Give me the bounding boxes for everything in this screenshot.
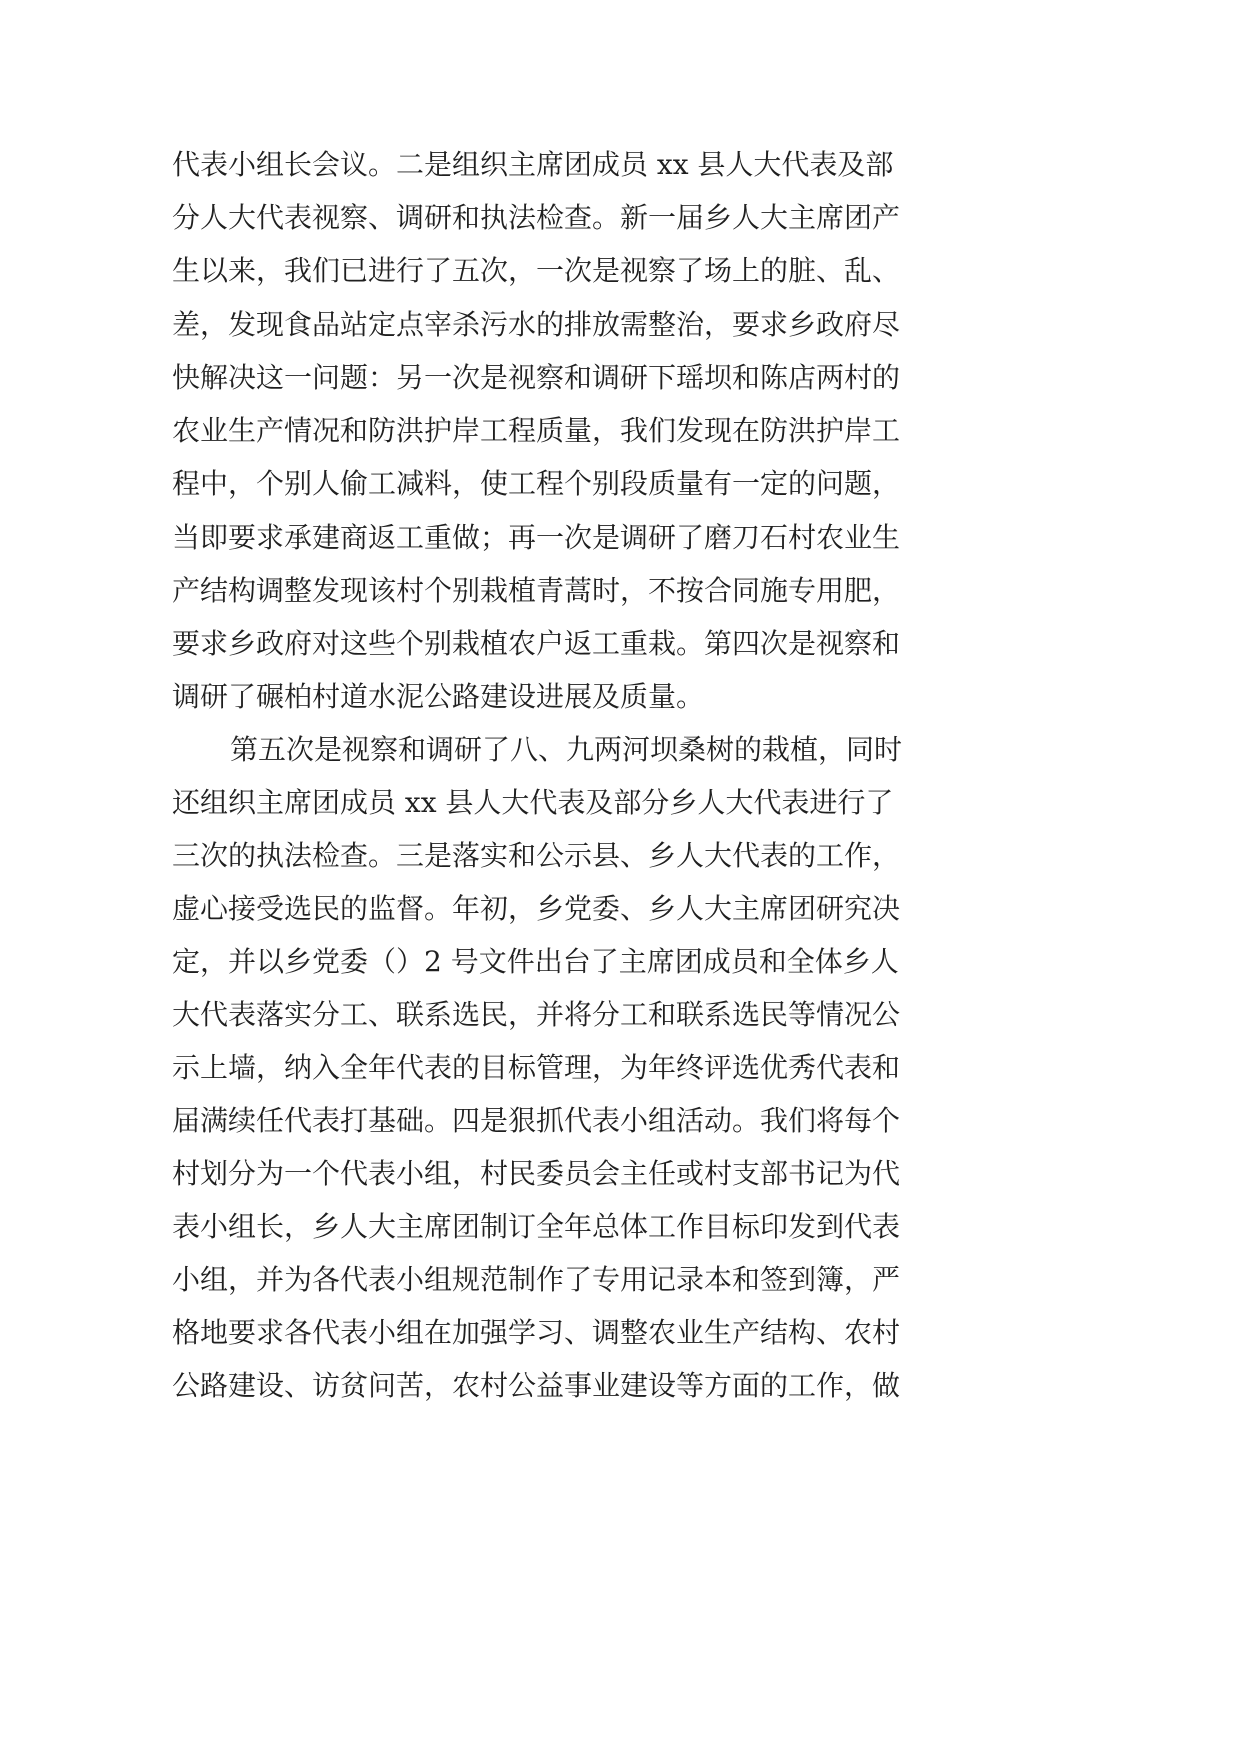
- text-line-12: 第五次是视察和调研了八、九两河坝桑树的栽植，同时: [230, 733, 903, 766]
- text-line-24: 公路建设、访贫问苦，农村公益事业建设等方面的工作，做: [172, 1369, 901, 1402]
- text-line-1: 代表小组长会议。二是组织主席团成员 xx 县人大代表及部: [172, 148, 894, 181]
- text-line-13: 还组织主席团成员 xx 县人大代表及部分乡人大代表进行了: [172, 786, 894, 819]
- text-line-3: 生以来，我们已进行了五次，一次是视察了场上的脏、乱、: [172, 254, 901, 287]
- text-line-16: 定，并以乡党委（）2 号文件出台了主席团成员和全体乡人: [172, 945, 899, 978]
- text-line-23: 格地要求各代表小组在加强学习、调整农业生产结构、农村: [172, 1316, 901, 1349]
- text-line-6: 农业生产情况和防洪护岸工程质量，我们发现在防洪护岸工: [172, 414, 901, 447]
- text-line-17: 大代表落实分工、联系选民，并将分工和联系选民等情况公: [172, 998, 901, 1031]
- text-line-2: 分人大代表视察、调研和执法检查。新一届乡人大主席团产: [172, 201, 901, 234]
- text-line-8: 当即要求承建商返工重做；再一次是调研了磨刀石村农业生: [172, 521, 901, 554]
- text-line-15: 虚心接受选民的监督。年初，乡党委、乡人大主席团研究决: [172, 892, 901, 925]
- text-line-14: 三次的执法检查。三是落实和公示县、乡人大代表的工作，: [172, 839, 901, 872]
- text-line-11: 调研了碾柏村道水泥公路建设进展及质量。: [172, 680, 705, 713]
- text-line-21: 表小组长，乡人大主席团制订全年总体工作目标印发到代表: [172, 1210, 901, 1243]
- text-line-18: 示上墙，纳入全年代表的目标管理，为年终评选优秀代表和: [172, 1051, 901, 1084]
- text-line-10: 要求乡政府对这些个别栽植农户返工重栽。第四次是视察和: [172, 627, 901, 660]
- text-line-5: 快解决这一问题：另一次是视察和调研下瑶坝和陈店两村的: [172, 361, 901, 394]
- text-line-9: 产结构调整发现该村个别栽植青蒿时，不按合同施专用肥，: [172, 574, 901, 607]
- text-line-19: 届满续任代表打基础。四是狠抓代表小组活动。我们将每个: [172, 1104, 901, 1137]
- text-line-4: 差，发现食品站定点宰杀污水的排放需整治，要求乡政府尽: [172, 308, 901, 341]
- text-line-20: 村划分为一个代表小组，村民委员会主任或村支部书记为代: [172, 1157, 901, 1190]
- text-line-7: 程中，个别人偷工减料，使工程个别段质量有一定的问题，: [172, 467, 901, 500]
- text-line-22: 小组，并为各代表小组规范制作了专用记录本和签到簿，严: [172, 1263, 901, 1296]
